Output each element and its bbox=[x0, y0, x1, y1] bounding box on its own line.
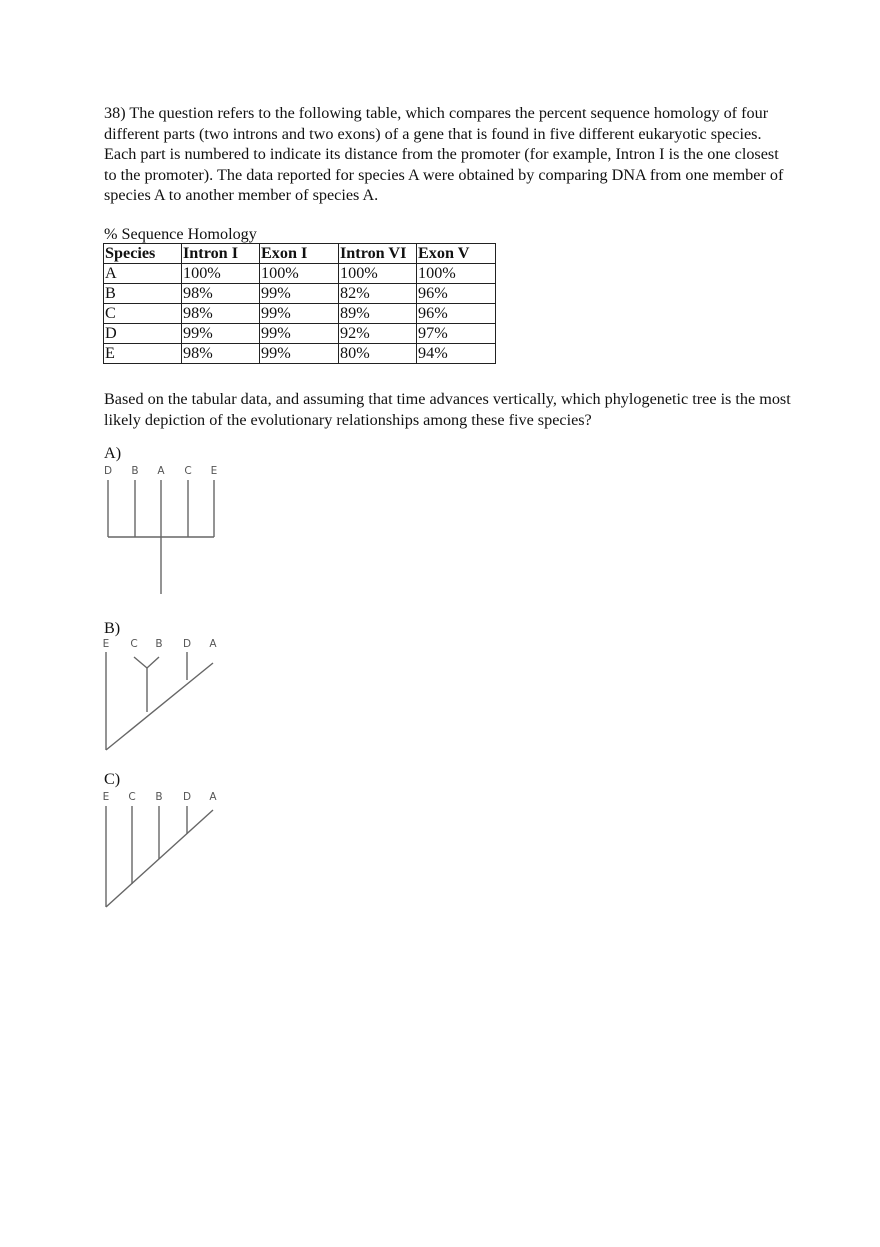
question-prompt: Based on the tabular data, and assuming that time advances vertically, which phylogenetic tree is the most likely depiction of the evolutionary relationships among these five species? bbox=[104, 390, 791, 429]
taxon-label: B bbox=[155, 638, 163, 650]
cell: 99% bbox=[260, 304, 339, 324]
taxon-label: C bbox=[128, 791, 136, 803]
cell: 98% bbox=[182, 304, 260, 324]
header-cell: Species bbox=[104, 244, 182, 264]
cell: 99% bbox=[182, 324, 260, 344]
option-c-label: C) bbox=[104, 770, 121, 788]
cell: 99% bbox=[260, 284, 339, 304]
cell: 98% bbox=[182, 284, 260, 304]
cell: 100% bbox=[339, 264, 417, 284]
header-cell: Intron I bbox=[182, 244, 260, 264]
cell: 99% bbox=[260, 324, 339, 344]
header-cell: Intron VI bbox=[339, 244, 417, 264]
taxon-label: A bbox=[209, 791, 217, 803]
option-a-label: A) bbox=[104, 444, 122, 462]
tree-a bbox=[104, 465, 217, 594]
cell: 80% bbox=[339, 344, 417, 364]
cell: 99% bbox=[260, 344, 339, 364]
taxon-label: E bbox=[210, 465, 218, 477]
cell: 89% bbox=[339, 304, 417, 324]
cell: 100% bbox=[182, 264, 260, 284]
header-cell: Exon I bbox=[260, 244, 339, 264]
taxon-label: E bbox=[102, 638, 110, 650]
taxon-label: D bbox=[103, 465, 113, 477]
cell: A bbox=[104, 264, 182, 284]
header-cell: Exon V bbox=[417, 244, 496, 264]
option-b-label: B) bbox=[104, 619, 121, 637]
taxon-label: A bbox=[209, 638, 217, 650]
taxon-label: E bbox=[102, 791, 110, 803]
taxon-label: B bbox=[131, 465, 139, 477]
cell: 98% bbox=[182, 344, 260, 364]
taxon-label: C bbox=[130, 638, 138, 650]
cell: E bbox=[104, 344, 182, 364]
cell: 97% bbox=[417, 324, 496, 344]
cell: 92% bbox=[339, 324, 417, 344]
taxon-label: A bbox=[157, 465, 165, 477]
taxon-label: C bbox=[184, 465, 192, 477]
cell: D bbox=[104, 324, 182, 344]
tree-c bbox=[103, 791, 218, 907]
cell: 82% bbox=[339, 284, 417, 304]
question-text: 38) The question refers to the following table, which compares the percent sequence homology of four different parts (two introns and two exons) of a gene that is found in five different eukaryotic species. Each part is numbered to indicate its distance from the promoter (for example, Intron I is the one closest to the promoter). The data reported for species A were obtained by comparing DNA from one member of species A to another member of species A. bbox=[104, 104, 784, 205]
cell: C bbox=[104, 304, 182, 324]
taxon-label: D bbox=[182, 638, 192, 650]
cell: 100% bbox=[417, 264, 496, 284]
cell: 96% bbox=[417, 304, 496, 324]
tree-b bbox=[103, 638, 218, 750]
taxon-label: D bbox=[182, 791, 192, 803]
taxon-label: B bbox=[155, 791, 163, 803]
cell: B bbox=[104, 284, 182, 304]
cell: 96% bbox=[417, 284, 496, 304]
cell: 100% bbox=[260, 264, 339, 284]
table-caption: % Sequence Homology bbox=[104, 225, 257, 243]
cell: 94% bbox=[417, 344, 496, 364]
